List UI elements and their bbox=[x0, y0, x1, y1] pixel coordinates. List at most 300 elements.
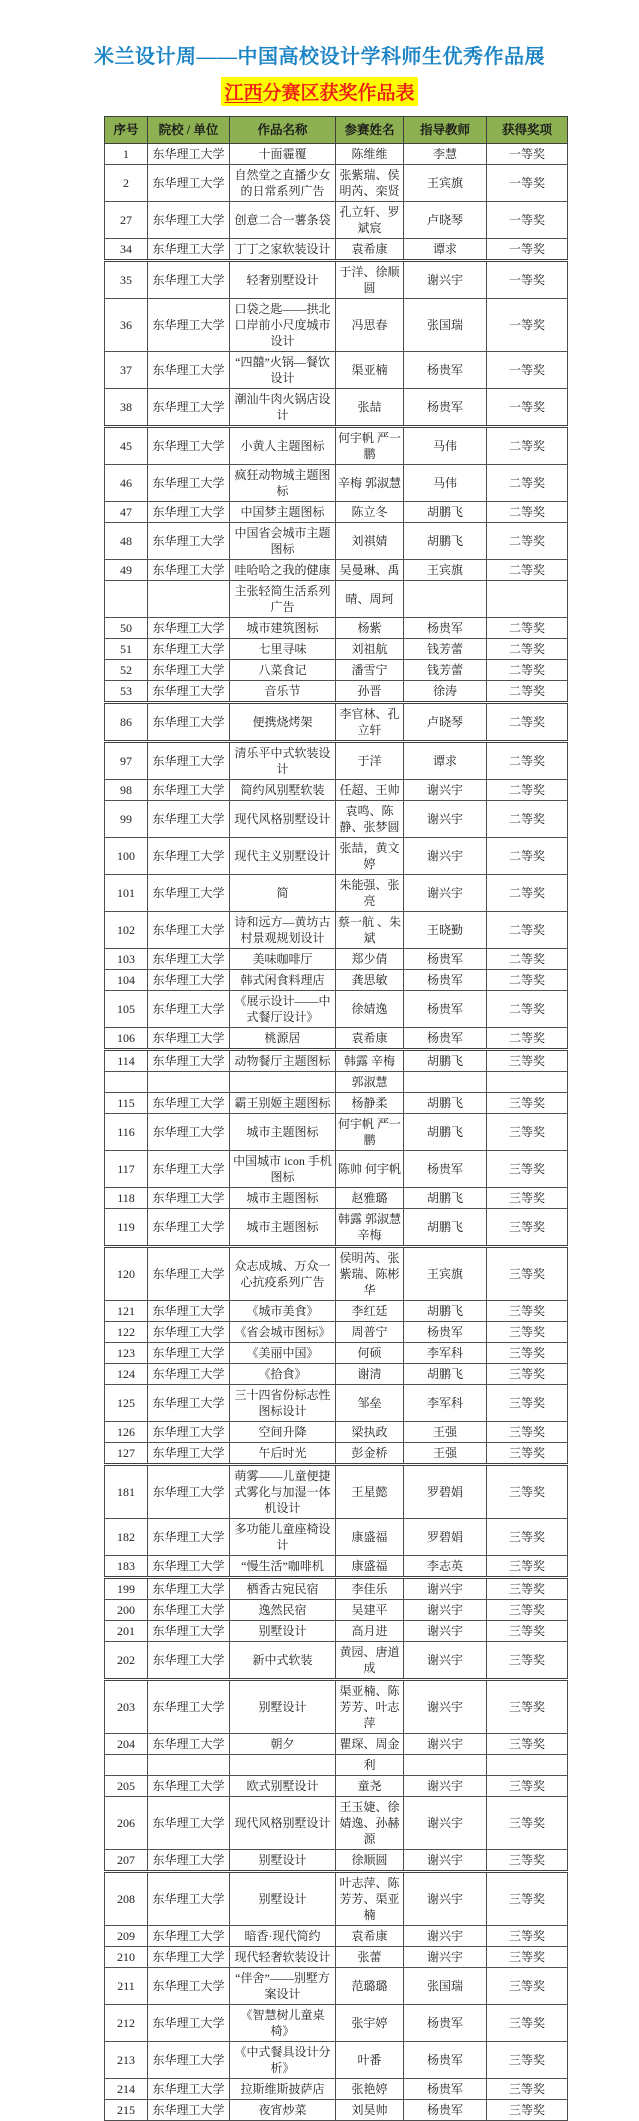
cell-school: 东华理工大学 bbox=[148, 1776, 230, 1797]
cell-work: 别墅设计 bbox=[230, 1850, 336, 1872]
cell-no: 204 bbox=[105, 1734, 148, 1755]
cell-teacher: 杨贵军 bbox=[404, 2042, 487, 2079]
cell-no: 49 bbox=[105, 560, 148, 581]
cell-no: 215 bbox=[105, 2100, 148, 2121]
cell-no: 97 bbox=[105, 742, 148, 780]
cell-teacher: 王宾旗 bbox=[404, 560, 487, 581]
cell-participants: 康盛福 bbox=[336, 1519, 404, 1556]
cell-participants: 袁鸣、陈静、张梦圆 bbox=[336, 801, 404, 838]
cell-work: “四囍”火锅—餐饮设计 bbox=[230, 352, 336, 389]
cell-work: 《展示设计——中式餐厅设计》 bbox=[230, 991, 336, 1028]
cell-award: 三等奖 bbox=[487, 1443, 568, 1465]
cell-school: 东华理工大学 bbox=[148, 2042, 230, 2079]
cell-award: 三等奖 bbox=[487, 1600, 568, 1621]
cell-school bbox=[148, 1755, 230, 1776]
cell-participants: 李佳乐 bbox=[336, 1578, 404, 1600]
table-row bbox=[105, 560, 568, 581]
cell-school: 东华理工大学 bbox=[148, 1465, 230, 1519]
cell-teacher: 罗碧娟 bbox=[404, 1465, 487, 1519]
cell-work bbox=[230, 1755, 336, 1776]
cell-school: 东华理工大学 bbox=[148, 2079, 230, 2100]
cell-school: 东华理工大学 bbox=[148, 618, 230, 639]
cell-participants: 高月进 bbox=[336, 1621, 404, 1642]
cell-award: 一等奖 bbox=[487, 144, 568, 165]
cell-no: 121 bbox=[105, 1301, 148, 1322]
table-header-row bbox=[105, 117, 568, 144]
cell-school: 东华理工大学 bbox=[148, 780, 230, 801]
cell-participants: 谢清 bbox=[336, 1364, 404, 1385]
cell-participants: 瞿琛、周金 bbox=[336, 1734, 404, 1755]
awards-table-body bbox=[105, 144, 568, 2121]
cell-work: 城市主题图标 bbox=[230, 1188, 336, 1209]
table-row bbox=[105, 1443, 568, 1465]
cell-teacher: 谭求 bbox=[404, 239, 487, 261]
cell-award: 三等奖 bbox=[487, 2100, 568, 2121]
cell-school: 东华理工大学 bbox=[148, 1385, 230, 1422]
table-row bbox=[105, 1680, 568, 1734]
cell-award: 三等奖 bbox=[487, 1364, 568, 1385]
cell-work: 萌雾——儿童便捷式雾化与加湿一体机设计 bbox=[230, 1465, 336, 1519]
cell-no: 210 bbox=[105, 1947, 148, 1968]
cell-work: 《中式餐具设计分析》 bbox=[230, 2042, 336, 2079]
cell-no: 199 bbox=[105, 1578, 148, 1600]
cell-award: 二等奖 bbox=[487, 465, 568, 502]
cell-school: 东华理工大学 bbox=[148, 838, 230, 875]
cell-participants: 张喆 bbox=[336, 389, 404, 427]
cell-no: 202 bbox=[105, 1642, 148, 1680]
cell-teacher: 谢兴宇 bbox=[404, 1850, 487, 1872]
cell-work: 中国城市 icon 手机图标 bbox=[230, 1151, 336, 1188]
cell-teacher: 杨贵军 bbox=[404, 1322, 487, 1343]
cell-teacher: 胡鹏飞 bbox=[404, 1364, 487, 1385]
table-row bbox=[105, 2079, 568, 2100]
table-row-continuation bbox=[105, 1072, 568, 1093]
cell-participants: 徐婧逸 bbox=[336, 991, 404, 1028]
cell-award: 三等奖 bbox=[487, 1850, 568, 1872]
cell-no: 51 bbox=[105, 639, 148, 660]
header-participants: 参赛姓名 bbox=[336, 117, 404, 144]
cell-teacher: 胡鹏飞 bbox=[404, 1301, 487, 1322]
subtitle-underlined-text: 江西 bbox=[224, 83, 263, 104]
table-row bbox=[105, 1872, 568, 1926]
cell-work: 《城市美食》 bbox=[230, 1301, 336, 1322]
cell-school: 东华理工大学 bbox=[148, 1114, 230, 1151]
cell-teacher bbox=[404, 581, 487, 618]
cell-teacher: 杨贵军 bbox=[404, 949, 487, 970]
table-row bbox=[105, 1093, 568, 1114]
cell-teacher: 谢兴宇 bbox=[404, 261, 487, 299]
cell-work: 午后时光 bbox=[230, 1443, 336, 1465]
cell-award: 二等奖 bbox=[487, 1028, 568, 1050]
cell-teacher: 王强 bbox=[404, 1422, 487, 1443]
cell-participants: 韩露 郭淑慧 辛梅 bbox=[336, 1209, 404, 1247]
cell-no: 126 bbox=[105, 1422, 148, 1443]
cell-school: 东华理工大学 bbox=[148, 1028, 230, 1050]
cell-no: 209 bbox=[105, 1926, 148, 1947]
cell-participants: 杨静柔 bbox=[336, 1093, 404, 1114]
cell-award: 三等奖 bbox=[487, 1968, 568, 2005]
cell-participants: 赵雅璐 bbox=[336, 1188, 404, 1209]
table-row bbox=[105, 239, 568, 261]
cell-work: 口袋之匙——拱北口岸前小尺度城市设计 bbox=[230, 299, 336, 352]
cell-work: 城市建筑图标 bbox=[230, 618, 336, 639]
cell-award: 二等奖 bbox=[487, 560, 568, 581]
cell-participants: 刘祖航 bbox=[336, 639, 404, 660]
table-row bbox=[105, 1797, 568, 1850]
header-award: 获得奖项 bbox=[487, 117, 568, 144]
cell-school: 东华理工大学 bbox=[148, 681, 230, 703]
cell-work: 城市主题图标 bbox=[230, 1209, 336, 1247]
cell-teacher: 杨贵军 bbox=[404, 2005, 487, 2042]
cell-work: 韩式闲食料理店 bbox=[230, 970, 336, 991]
cell-no: 37 bbox=[105, 352, 148, 389]
cell-work: 哇哈哈之我的健康 bbox=[230, 560, 336, 581]
cell-teacher: 杨贵军 bbox=[404, 2100, 487, 2121]
cell-participants: 刘昊帅 bbox=[336, 2100, 404, 2121]
cell-award: 一等奖 bbox=[487, 165, 568, 202]
cell-work bbox=[230, 1072, 336, 1093]
cell-teacher: 谢兴宇 bbox=[404, 1680, 487, 1734]
cell-award: 三等奖 bbox=[487, 1343, 568, 1364]
cell-school: 东华理工大学 bbox=[148, 560, 230, 581]
cell-school: 东华理工大学 bbox=[148, 1050, 230, 1072]
cell-no: 115 bbox=[105, 1093, 148, 1114]
cell-school: 东华理工大学 bbox=[148, 1519, 230, 1556]
cell-work: 简 bbox=[230, 875, 336, 912]
table-row bbox=[105, 1600, 568, 1621]
cell-work: 现代风格别墅设计 bbox=[230, 1797, 336, 1850]
cell-no: 45 bbox=[105, 427, 148, 465]
cell-teacher: 杨贵军 bbox=[404, 352, 487, 389]
table-row bbox=[105, 2100, 568, 2121]
cell-teacher: 钱芳蕾 bbox=[404, 660, 487, 681]
cell-award: 二等奖 bbox=[487, 991, 568, 1028]
cell-work: 潮汕牛肉火锅店设计 bbox=[230, 389, 336, 427]
cell-teacher: 谢兴宇 bbox=[404, 875, 487, 912]
cell-school: 东华理工大学 bbox=[148, 1422, 230, 1443]
cell-participants: 叶志萍、陈芳芳、渠亚楠 bbox=[336, 1872, 404, 1926]
cell-work: 现代风格别墅设计 bbox=[230, 801, 336, 838]
cell-work: 中国梦主题图标 bbox=[230, 502, 336, 523]
cell-award: 三等奖 bbox=[487, 1519, 568, 1556]
table-row bbox=[105, 165, 568, 202]
cell-award: 二等奖 bbox=[487, 801, 568, 838]
cell-no: 50 bbox=[105, 618, 148, 639]
subtitle-highlight bbox=[221, 77, 417, 106]
table-row bbox=[105, 1578, 568, 1600]
cell-no: 98 bbox=[105, 780, 148, 801]
page-subtitle bbox=[0, 77, 639, 106]
cell-school: 东华理工大学 bbox=[148, 1188, 230, 1209]
cell-award: 一等奖 bbox=[487, 202, 568, 239]
cell-work: 朝夕 bbox=[230, 1734, 336, 1755]
table-row bbox=[105, 1343, 568, 1364]
table-row bbox=[105, 2042, 568, 2079]
table-row-continuation bbox=[105, 581, 568, 618]
cell-work: 十面霾覆 bbox=[230, 144, 336, 165]
cell-participants: 张紫瑞、侯明芮、栾贤 bbox=[336, 165, 404, 202]
cell-participants: 侯明芮、张紫瑞、陈彬华 bbox=[336, 1247, 404, 1301]
cell-school: 东华理工大学 bbox=[148, 1926, 230, 1947]
table-row bbox=[105, 780, 568, 801]
cell-work: 《拾食》 bbox=[230, 1364, 336, 1385]
table-row-continuation bbox=[105, 1755, 568, 1776]
cell-no: 86 bbox=[105, 703, 148, 742]
cell-participants: 黄园、唐道成 bbox=[336, 1642, 404, 1680]
table-row bbox=[105, 261, 568, 299]
cell-teacher: 胡鹏飞 bbox=[404, 1209, 487, 1247]
cell-participants: 何宇帆 严一鹏 bbox=[336, 1114, 404, 1151]
cell-teacher: 杨贵军 bbox=[404, 1028, 487, 1050]
cell-no: 201 bbox=[105, 1621, 148, 1642]
cell-school: 东华理工大学 bbox=[148, 1301, 230, 1322]
cell-teacher: 胡鹏飞 bbox=[404, 1050, 487, 1072]
table-row bbox=[105, 1364, 568, 1385]
cell-work: 轻奢别墅设计 bbox=[230, 261, 336, 299]
table-row bbox=[105, 502, 568, 523]
table-row bbox=[105, 1422, 568, 1443]
cell-school: 东华理工大学 bbox=[148, 1621, 230, 1642]
cell-school: 东华理工大学 bbox=[148, 949, 230, 970]
cell-work: 逸然民宿 bbox=[230, 1600, 336, 1621]
cell-award: 二等奖 bbox=[487, 639, 568, 660]
cell-no: 46 bbox=[105, 465, 148, 502]
cell-participants: 于洋 bbox=[336, 742, 404, 780]
cell-participants: 张艳婷 bbox=[336, 2079, 404, 2100]
table-row bbox=[105, 1556, 568, 1578]
cell-teacher: 谢兴宇 bbox=[404, 780, 487, 801]
cell-work: 桃源居 bbox=[230, 1028, 336, 1050]
table-row bbox=[105, 1621, 568, 1642]
cell-teacher: 胡鹏飞 bbox=[404, 502, 487, 523]
cell-participants: 何宇帆 严一鹏 bbox=[336, 427, 404, 465]
cell-work: 八菜食记 bbox=[230, 660, 336, 681]
cell-participants: 渠亚楠、陈芳芳、叶志萍 bbox=[336, 1680, 404, 1734]
cell-teacher: 杨贵军 bbox=[404, 2079, 487, 2100]
cell-no: 105 bbox=[105, 991, 148, 1028]
table-row bbox=[105, 1188, 568, 1209]
cell-work: 众志成城、万众一心抗疫系列广告 bbox=[230, 1247, 336, 1301]
cell-award: 一等奖 bbox=[487, 299, 568, 352]
cell-teacher: 胡鹏飞 bbox=[404, 1093, 487, 1114]
cell-no: 119 bbox=[105, 1209, 148, 1247]
cell-school: 东华理工大学 bbox=[148, 1443, 230, 1465]
cell-no: 208 bbox=[105, 1872, 148, 1926]
cell-teacher: 胡鹏飞 bbox=[404, 1114, 487, 1151]
cell-participants: 韩露 辛梅 bbox=[336, 1050, 404, 1072]
table-row bbox=[105, 618, 568, 639]
cell-school: 东华理工大学 bbox=[148, 660, 230, 681]
table-row bbox=[105, 681, 568, 703]
cell-award: 三等奖 bbox=[487, 1151, 568, 1188]
cell-teacher: 胡鹏飞 bbox=[404, 1188, 487, 1209]
cell-no: 52 bbox=[105, 660, 148, 681]
cell-no: 38 bbox=[105, 389, 148, 427]
cell-work: 别墅设计 bbox=[230, 1872, 336, 1926]
awards-table bbox=[104, 116, 568, 2121]
cell-work: 便携烧烤架 bbox=[230, 703, 336, 742]
cell-teacher: 张国瑞 bbox=[404, 1968, 487, 2005]
cell-work: 丁丁之家软装设计 bbox=[230, 239, 336, 261]
cell-award: 三等奖 bbox=[487, 1301, 568, 1322]
table-row bbox=[105, 912, 568, 949]
cell-award: 一等奖 bbox=[487, 261, 568, 299]
cell-no: 100 bbox=[105, 838, 148, 875]
cell-award: 三等奖 bbox=[487, 2042, 568, 2079]
cell-participants: 徐顺圆 bbox=[336, 1850, 404, 1872]
table-row bbox=[105, 465, 568, 502]
cell-no: 205 bbox=[105, 1776, 148, 1797]
cell-award: 三等奖 bbox=[487, 1093, 568, 1114]
cell-work: 《智慧树儿童桌椅》 bbox=[230, 2005, 336, 2042]
table-row bbox=[105, 1947, 568, 1968]
cell-teacher: 谢兴宇 bbox=[404, 1872, 487, 1926]
cell-school: 东华理工大学 bbox=[148, 239, 230, 261]
cell-participants: 于洋、徐顺圆 bbox=[336, 261, 404, 299]
cell-participants: 陈维维 bbox=[336, 144, 404, 165]
cell-work: 中国省会城市主题图标 bbox=[230, 523, 336, 560]
table-row bbox=[105, 949, 568, 970]
cell-school: 东华理工大学 bbox=[148, 165, 230, 202]
table-row bbox=[105, 1209, 568, 1247]
cell-participants: 李官林、孔立轩 bbox=[336, 703, 404, 742]
cell-school: 东华理工大学 bbox=[148, 1343, 230, 1364]
table-row bbox=[105, 1151, 568, 1188]
cell-teacher: 谢兴宇 bbox=[404, 1776, 487, 1797]
table-row bbox=[105, 389, 568, 427]
cell-participants: 张喆，黄文婷 bbox=[336, 838, 404, 875]
cell-teacher: 杨贵军 bbox=[404, 991, 487, 1028]
cell-no: 206 bbox=[105, 1797, 148, 1850]
cell-school: 东华理工大学 bbox=[148, 465, 230, 502]
cell-no: 211 bbox=[105, 1968, 148, 2005]
cell-school: 东华理工大学 bbox=[148, 1947, 230, 1968]
cell-no: 116 bbox=[105, 1114, 148, 1151]
cell-school: 东华理工大学 bbox=[148, 1578, 230, 1600]
cell-school: 东华理工大学 bbox=[148, 639, 230, 660]
cell-teacher: 李军科 bbox=[404, 1385, 487, 1422]
cell-participants: 冯思春 bbox=[336, 299, 404, 352]
cell-no: 48 bbox=[105, 523, 148, 560]
table-row bbox=[105, 427, 568, 465]
cell-no: 212 bbox=[105, 2005, 148, 2042]
cell-work: 七里寻味 bbox=[230, 639, 336, 660]
cell-award: 二等奖 bbox=[487, 875, 568, 912]
cell-award: 二等奖 bbox=[487, 427, 568, 465]
cell-no: 34 bbox=[105, 239, 148, 261]
cell-work: 现代轻奢软装设计 bbox=[230, 1947, 336, 1968]
cell-no: 124 bbox=[105, 1364, 148, 1385]
subtitle-rest-text: 分赛区获奖作品表 bbox=[262, 83, 415, 104]
cell-teacher: 王晓勤 bbox=[404, 912, 487, 949]
table-row bbox=[105, 1028, 568, 1050]
cell-work: 《美丽中国》 bbox=[230, 1343, 336, 1364]
table-row bbox=[105, 1247, 568, 1301]
cell-school bbox=[148, 581, 230, 618]
cell-award bbox=[487, 1755, 568, 1776]
cell-teacher: 谢兴宇 bbox=[404, 1621, 487, 1642]
cell-award: 三等奖 bbox=[487, 1465, 568, 1519]
table-row bbox=[105, 970, 568, 991]
cell-no: 104 bbox=[105, 970, 148, 991]
cell-award: 三等奖 bbox=[487, 1947, 568, 1968]
cell-teacher: 李军科 bbox=[404, 1343, 487, 1364]
cell-no: 1 bbox=[105, 144, 148, 165]
cell-school: 东华理工大学 bbox=[148, 299, 230, 352]
cell-no bbox=[105, 1755, 148, 1776]
cell-school bbox=[148, 1072, 230, 1093]
cell-award: 三等奖 bbox=[487, 1422, 568, 1443]
table-row bbox=[105, 703, 568, 742]
table-row bbox=[105, 1301, 568, 1322]
cell-award: 三等奖 bbox=[487, 1247, 568, 1301]
cell-award: 三等奖 bbox=[487, 1188, 568, 1209]
cell-award: 三等奖 bbox=[487, 1209, 568, 1247]
cell-work: 清乐平中式软装设计 bbox=[230, 742, 336, 780]
cell-participants: 郑少倩 bbox=[336, 949, 404, 970]
cell-no: 99 bbox=[105, 801, 148, 838]
cell-award: 三等奖 bbox=[487, 1385, 568, 1422]
cell-teacher bbox=[404, 1755, 487, 1776]
table-row bbox=[105, 1926, 568, 1947]
cell-award: 二等奖 bbox=[487, 912, 568, 949]
cell-no: 27 bbox=[105, 202, 148, 239]
cell-no bbox=[105, 581, 148, 618]
cell-participants: 童尧 bbox=[336, 1776, 404, 1797]
cell-school: 东华理工大学 bbox=[148, 1322, 230, 1343]
header-work-title: 作品名称 bbox=[230, 117, 336, 144]
cell-award: 三等奖 bbox=[487, 1578, 568, 1600]
cell-participants: 袁希康 bbox=[336, 239, 404, 261]
cell-no bbox=[105, 1072, 148, 1093]
table-row bbox=[105, 1050, 568, 1072]
cell-teacher: 杨贵军 bbox=[404, 970, 487, 991]
cell-teacher: 马伟 bbox=[404, 427, 487, 465]
cell-school: 东华理工大学 bbox=[148, 1209, 230, 1247]
cell-no: 114 bbox=[105, 1050, 148, 1072]
cell-work: 夜宵炒菜 bbox=[230, 2100, 336, 2121]
cell-no: 122 bbox=[105, 1322, 148, 1343]
cell-participants: 陈立冬 bbox=[336, 502, 404, 523]
cell-work: 小黄人主题图标 bbox=[230, 427, 336, 465]
cell-school: 东华理工大学 bbox=[148, 427, 230, 465]
cell-participants: 袁希康 bbox=[336, 1028, 404, 1050]
cell-participants: 吴建平 bbox=[336, 1600, 404, 1621]
cell-award: 二等奖 bbox=[487, 838, 568, 875]
cell-participants: 刘祺婧 bbox=[336, 523, 404, 560]
cell-participants: 张宇婷 bbox=[336, 2005, 404, 2042]
cell-teacher: 谢兴宇 bbox=[404, 1947, 487, 1968]
cell-school: 东华理工大学 bbox=[148, 875, 230, 912]
cell-school: 东华理工大学 bbox=[148, 1247, 230, 1301]
table-row bbox=[105, 639, 568, 660]
cell-participants: 孙晋 bbox=[336, 681, 404, 703]
cell-work: 《省会城市图标》 bbox=[230, 1322, 336, 1343]
cell-teacher: 马伟 bbox=[404, 465, 487, 502]
cell-no: 117 bbox=[105, 1151, 148, 1188]
cell-no: 35 bbox=[105, 261, 148, 299]
cell-no: 102 bbox=[105, 912, 148, 949]
cell-award: 二等奖 bbox=[487, 949, 568, 970]
cell-teacher: 谢兴宇 bbox=[404, 1734, 487, 1755]
cell-no: 36 bbox=[105, 299, 148, 352]
cell-school: 东华理工大学 bbox=[148, 202, 230, 239]
header-seq: 序号 bbox=[105, 117, 148, 144]
table-row bbox=[105, 144, 568, 165]
cell-participants: 何硕 bbox=[336, 1343, 404, 1364]
table-row bbox=[105, 202, 568, 239]
cell-no: 181 bbox=[105, 1465, 148, 1519]
